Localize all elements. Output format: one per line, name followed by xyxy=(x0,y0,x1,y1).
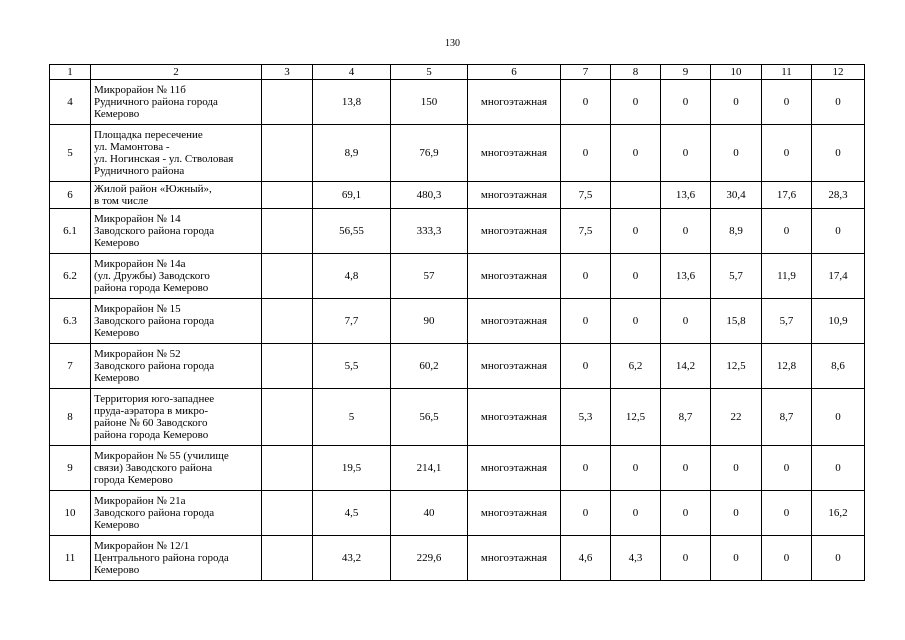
table-cell xyxy=(262,254,313,299)
table-cell: 4,6 xyxy=(561,536,611,581)
table-cell: 12,8 xyxy=(762,344,812,389)
table-cell: многоэтажная xyxy=(468,446,561,491)
table-cell: 0 xyxy=(611,80,661,125)
table-cell: 5,3 xyxy=(561,389,611,446)
table-cell: 0 xyxy=(661,209,711,254)
table-cell: 0 xyxy=(661,446,711,491)
table-cell: 19,5 xyxy=(313,446,391,491)
table-cell: 0 xyxy=(661,80,711,125)
table-cell: многоэтажная xyxy=(468,254,561,299)
table-cell xyxy=(262,446,313,491)
table-cell: 0 xyxy=(611,299,661,344)
table-cell xyxy=(262,80,313,125)
table-cell: 150 xyxy=(391,80,468,125)
table-cell: 480,3 xyxy=(391,182,468,209)
table-cell: 0 xyxy=(561,446,611,491)
table-cell: 10 xyxy=(50,491,91,536)
table-cell: 7,5 xyxy=(561,209,611,254)
column-header: 11 xyxy=(762,65,812,80)
table-cell: 28,3 xyxy=(812,182,865,209)
table-row xyxy=(50,299,865,344)
table-cell: 17,6 xyxy=(762,182,812,209)
table-cell: 8 xyxy=(50,389,91,446)
cell-object-name: Микрорайон № 21а Заводского района города Кемерово xyxy=(91,491,262,536)
table-cell: многоэтажная xyxy=(468,209,561,254)
table-cell: 4,5 xyxy=(313,491,391,536)
table-cell: 4,8 xyxy=(313,254,391,299)
table-cell: 0 xyxy=(711,125,762,182)
table-cell: 9 xyxy=(50,446,91,491)
table-cell: 7 xyxy=(50,344,91,389)
column-header: 5 xyxy=(391,65,468,80)
table-cell: 56,55 xyxy=(313,209,391,254)
table-cell: 0 xyxy=(561,254,611,299)
cell-object-name: Микрорайон № 12/1 Центрального района города Кемерово xyxy=(91,536,262,581)
table-cell: 0 xyxy=(812,536,865,581)
column-header: 8 xyxy=(611,65,661,80)
table-cell xyxy=(611,182,661,209)
table-cell: 69,1 xyxy=(313,182,391,209)
cell-object-name: Микрорайон № 14а (ул. Дружбы) Заводского района города Кемерово xyxy=(91,254,262,299)
column-header: 10 xyxy=(711,65,762,80)
table-cell: 10,9 xyxy=(812,299,865,344)
column-header: 4 xyxy=(313,65,391,80)
table-row xyxy=(50,536,865,581)
table-cell: 0 xyxy=(661,125,711,182)
column-header: 3 xyxy=(262,65,313,80)
table-cell: 0 xyxy=(561,299,611,344)
table-cell: 11 xyxy=(50,536,91,581)
column-header: 9 xyxy=(661,65,711,80)
table-cell: 0 xyxy=(812,389,865,446)
table-row xyxy=(50,80,865,125)
column-header: 6 xyxy=(468,65,561,80)
table-cell: 6.1 xyxy=(50,209,91,254)
table-cell: 0 xyxy=(611,446,661,491)
table-cell xyxy=(262,209,313,254)
cell-object-name: Территория юго-западнее пруда-аэратора в микро- районе № 60 Заводского района города Кемерово xyxy=(91,389,262,446)
table-cell: 7,7 xyxy=(313,299,391,344)
table-cell xyxy=(262,344,313,389)
table-cell: 0 xyxy=(762,125,812,182)
column-header: 7 xyxy=(561,65,611,80)
table-cell: 0 xyxy=(812,446,865,491)
table-cell: 0 xyxy=(661,536,711,581)
table-cell: 0 xyxy=(812,125,865,182)
table-row xyxy=(50,344,865,389)
table-row xyxy=(50,254,865,299)
table-cell: 30,4 xyxy=(711,182,762,209)
table-cell: 5 xyxy=(50,125,91,182)
table-cell: 8,9 xyxy=(711,209,762,254)
table-cell: 0 xyxy=(661,299,711,344)
table-cell: 56,5 xyxy=(391,389,468,446)
table-cell: многоэтажная xyxy=(468,299,561,344)
table-cell xyxy=(262,125,313,182)
header-row xyxy=(50,65,865,80)
table-cell xyxy=(262,389,313,446)
cell-object-name: Микрорайон № 52 Заводского района города Кемерово xyxy=(91,344,262,389)
table-cell: 0 xyxy=(762,491,812,536)
cell-object-name: Микрорайон № 55 (училище связи) Заводского района города Кемерово xyxy=(91,446,262,491)
table-cell: 13,6 xyxy=(661,254,711,299)
table-row xyxy=(50,125,865,182)
table-cell: 4,3 xyxy=(611,536,661,581)
table-cell: 57 xyxy=(391,254,468,299)
table-cell: 4 xyxy=(50,80,91,125)
table-cell: 0 xyxy=(762,80,812,125)
table-cell: 13,6 xyxy=(661,182,711,209)
table-cell: 12,5 xyxy=(711,344,762,389)
table-cell: 8,7 xyxy=(762,389,812,446)
table-cell: 43,2 xyxy=(313,536,391,581)
table-cell: многоэтажная xyxy=(468,389,561,446)
table-cell: 0 xyxy=(711,80,762,125)
table-row xyxy=(50,389,865,446)
cell-object-name: Микрорайон № 15 Заводского района города Кемерово xyxy=(91,299,262,344)
table-cell: 0 xyxy=(711,446,762,491)
table-cell: 12,5 xyxy=(611,389,661,446)
cell-object-name: Жилой район «Южный», в том числе xyxy=(91,182,262,209)
table-cell: 60,2 xyxy=(391,344,468,389)
table-cell: 13,8 xyxy=(313,80,391,125)
table-cell: 14,2 xyxy=(661,344,711,389)
table-cell: 0 xyxy=(611,254,661,299)
table-cell xyxy=(262,491,313,536)
table-cell: 5,7 xyxy=(711,254,762,299)
table-cell: многоэтажная xyxy=(468,80,561,125)
table-cell: многоэтажная xyxy=(468,182,561,209)
cell-object-name: Площадка пересечение ул. Мамонтова - ул. Ногинская - ул. Стволовая Рудничного района xyxy=(91,125,262,182)
column-header: 2 xyxy=(91,65,262,80)
cell-object-name: Микрорайон № 14 Заводского района города Кемерово xyxy=(91,209,262,254)
table-cell: 6.2 xyxy=(50,254,91,299)
table-row xyxy=(50,491,865,536)
table-cell: 11,9 xyxy=(762,254,812,299)
table-cell: 6.3 xyxy=(50,299,91,344)
table-cell: 0 xyxy=(561,344,611,389)
table-cell: 0 xyxy=(661,491,711,536)
table-cell: 0 xyxy=(762,446,812,491)
page-number: 130 xyxy=(445,38,460,49)
table-cell: 0 xyxy=(812,80,865,125)
table-cell: многоэтажная xyxy=(468,344,561,389)
table-cell: 90 xyxy=(391,299,468,344)
table-cell: 8,6 xyxy=(812,344,865,389)
table-cell: 0 xyxy=(762,536,812,581)
table-cell: 0 xyxy=(561,125,611,182)
table-cell: 8,9 xyxy=(313,125,391,182)
table-row xyxy=(50,209,865,254)
table-cell: 0 xyxy=(611,491,661,536)
table-cell: многоэтажная xyxy=(468,491,561,536)
table-cell: 229,6 xyxy=(391,536,468,581)
table-cell xyxy=(262,299,313,344)
table-cell: многоэтажная xyxy=(468,536,561,581)
table-cell: 0 xyxy=(561,80,611,125)
data-table xyxy=(49,64,865,581)
table-cell: 76,9 xyxy=(391,125,468,182)
table-cell: 5,7 xyxy=(762,299,812,344)
table-cell xyxy=(262,182,313,209)
table-cell: 5,5 xyxy=(313,344,391,389)
column-header: 1 xyxy=(50,65,91,80)
table-cell: 5 xyxy=(313,389,391,446)
table-cell: 7,5 xyxy=(561,182,611,209)
table-cell: 17,4 xyxy=(812,254,865,299)
table-cell: 0 xyxy=(711,536,762,581)
table-cell xyxy=(262,536,313,581)
table-cell: 15,8 xyxy=(711,299,762,344)
table-cell: 0 xyxy=(812,209,865,254)
table-row xyxy=(50,182,865,209)
table-cell: 0 xyxy=(762,209,812,254)
table-cell: 0 xyxy=(711,491,762,536)
table-cell: 6,2 xyxy=(611,344,661,389)
table-cell: 0 xyxy=(611,125,661,182)
table-row xyxy=(50,446,865,491)
table-cell: 6 xyxy=(50,182,91,209)
table-cell: 214,1 xyxy=(391,446,468,491)
table-cell: многоэтажная xyxy=(468,125,561,182)
table-cell: 16,2 xyxy=(812,491,865,536)
table-cell: 40 xyxy=(391,491,468,536)
cell-object-name: Микрорайон № 11б Рудничного района города Кемерово xyxy=(91,80,262,125)
column-header: 12 xyxy=(812,65,865,80)
table-cell: 0 xyxy=(561,491,611,536)
table-cell: 333,3 xyxy=(391,209,468,254)
table-cell: 0 xyxy=(611,209,661,254)
table-cell: 22 xyxy=(711,389,762,446)
table-cell: 8,7 xyxy=(661,389,711,446)
